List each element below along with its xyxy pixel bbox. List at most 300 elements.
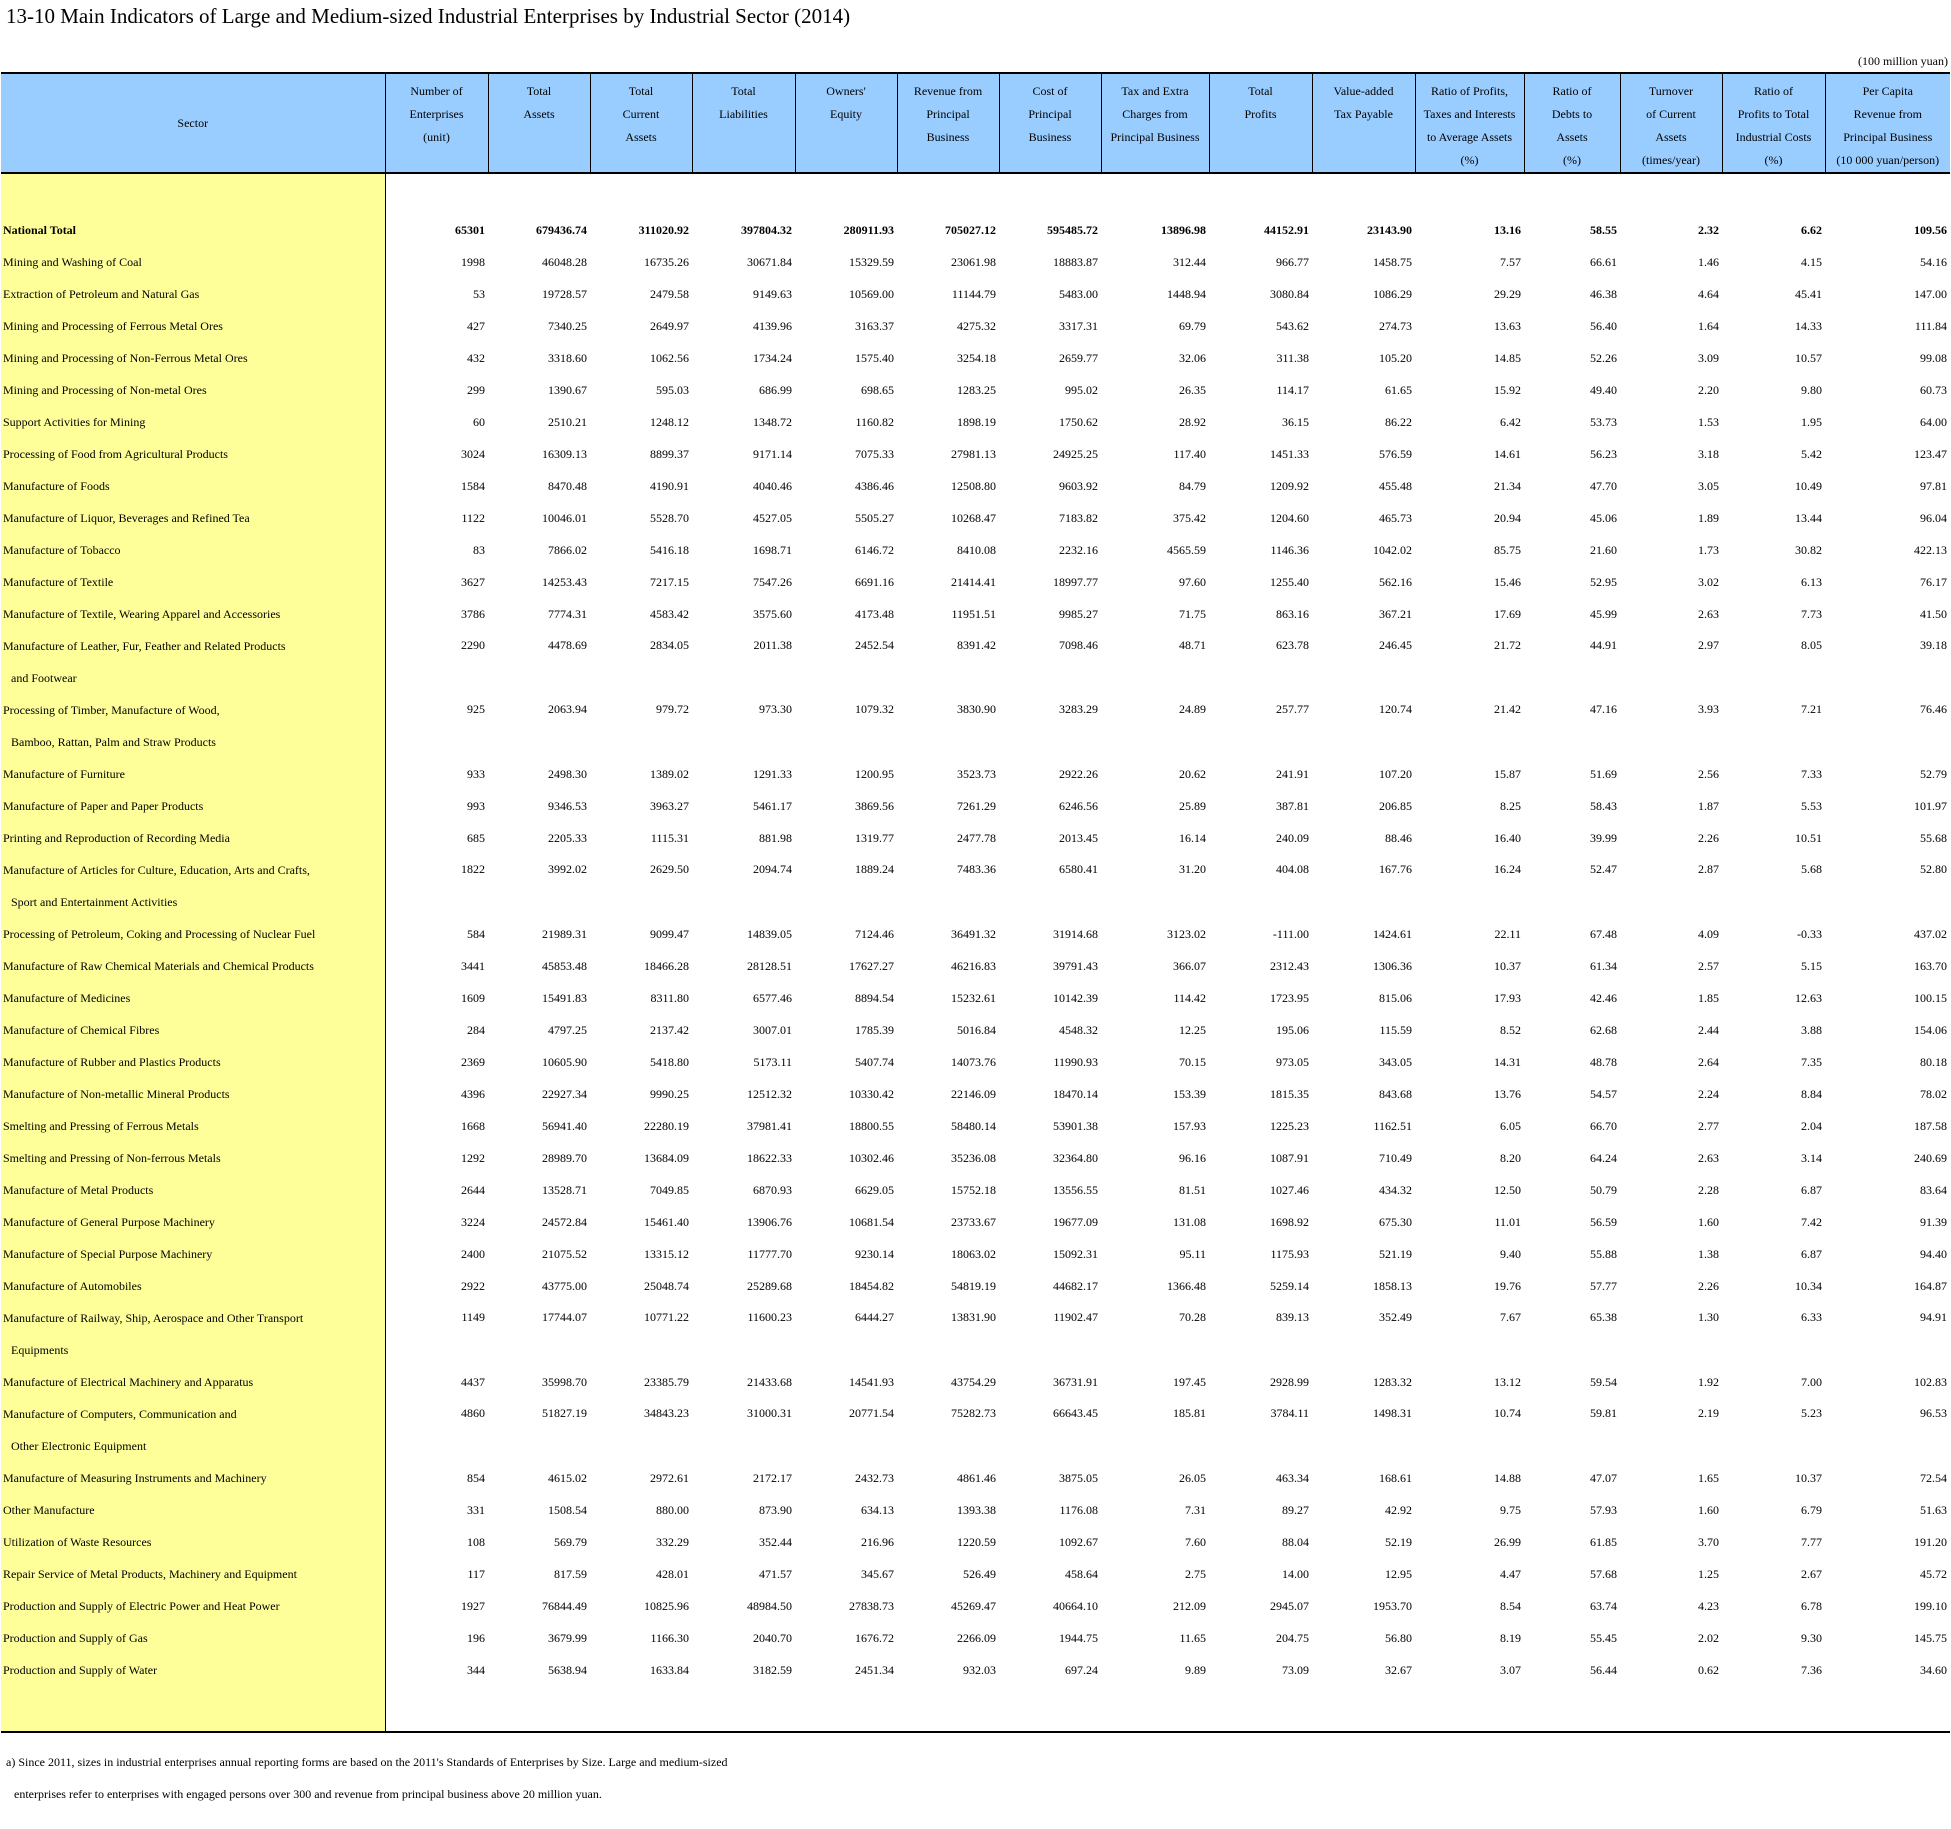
table-row [1,1558,1950,1590]
sector-name [1,822,385,854]
sector-name-line: Manufacture of Paper and Paper Products [3,798,204,813]
sector-name [1,1014,385,1046]
value-cell: 12512.32 [747,1086,792,1101]
empty-cell [1312,1686,1415,1732]
sector-name [1,1366,385,1398]
value-cell: 13.16 [1494,222,1521,237]
table-row [1,1366,1950,1398]
value-cell: 246.45 [1379,638,1412,652]
column-header: Total Current Assets [590,73,692,173]
value-cell: 9346.53 [548,798,587,813]
value-cell: 375.42 [1173,510,1206,525]
value-cell: 14073.76 [951,1054,996,1069]
value-cell: 51.63 [1920,1502,1947,1517]
value-cell: 1953.70 [1373,1598,1412,1613]
value-cell: 51827.19 [542,1406,587,1420]
table-row [1,1270,1950,1302]
value-cell: 61.34 [1590,958,1617,973]
sector-name-line: Manufacture of Furniture [3,766,125,781]
sector-name-line: Manufacture of Automobiles [3,1278,142,1293]
value-cell: 14541.93 [849,1374,894,1389]
value-cell: 23061.98 [951,254,996,269]
value-cell: 5016.84 [957,1022,996,1037]
value-cell: 7217.15 [650,574,689,589]
value-cell: 46.38 [1590,286,1617,301]
table-row [1,1110,1950,1142]
footnote-line: a) Since 2011, sizes in industrial enterprises annual reporting forms are based on the 2011's Standards of Enterprises by Size. Large and medium-sized [6,1755,728,1769]
value-cell: 7.57 [1500,254,1521,269]
value-cell: 28.92 [1179,414,1206,429]
value-cell: 4190.91 [650,478,689,493]
sector-name [1,1078,385,1110]
column-header: Number of Enterprises (unit) [385,73,488,173]
value-cell: 1092.67 [1059,1534,1098,1549]
value-cell: 20.62 [1179,766,1206,781]
empty-cell [999,173,1101,214]
value-cell: 4548.32 [1059,1022,1098,1037]
value-cell: 4860 [461,1406,485,1420]
value-cell: 1.46 [1698,254,1719,269]
value-cell: 7483.36 [957,862,996,876]
empty-cell [1620,173,1722,214]
value-cell: 153.39 [1173,1086,1206,1101]
table-row [1,598,1950,630]
value-cell: 3.07 [1500,1662,1521,1677]
value-cell: 17.93 [1494,990,1521,1005]
column-header: Total Assets [488,73,590,173]
value-cell: 60 [473,414,485,429]
sector-name [1,310,385,342]
value-cell: 12.25 [1179,1022,1206,1037]
value-cell: 2312.43 [1270,958,1309,973]
value-cell: 7.42 [1801,1214,1822,1229]
empty-cell [1209,173,1312,214]
value-cell: 471.57 [759,1566,792,1581]
table-row [1,1046,1950,1078]
value-cell: 2972.61 [650,1470,689,1485]
value-cell: 78.02 [1920,1086,1947,1101]
value-cell: 2451.34 [855,1662,894,1677]
value-cell: 64.00 [1920,414,1947,429]
value-cell: 12.95 [1385,1566,1412,1581]
value-cell: 8894.54 [855,990,894,1005]
value-cell: 863.16 [1276,606,1309,621]
value-cell: 7.31 [1185,1502,1206,1517]
value-cell: 47.70 [1590,478,1617,493]
value-cell: 427 [467,318,485,333]
value-cell: 19677.09 [1053,1214,1098,1229]
empty-cell [590,1686,692,1732]
value-cell: 465.73 [1379,510,1412,525]
value-cell: 24925.25 [1053,446,1098,461]
value-cell: 111.84 [1914,318,1947,333]
value-cell: 10.51 [1795,830,1822,845]
sector-name-line: Manufacture of General Purpose Machinery [3,1214,215,1229]
value-cell: 13.44 [1795,510,1822,525]
value-cell: 6.42 [1500,414,1521,429]
value-cell: 100.15 [1914,990,1947,1005]
value-cell: 6.62 [1801,222,1822,237]
value-cell: 352.44 [759,1534,792,1549]
value-cell: 168.61 [1379,1470,1412,1485]
value-cell: 397804.32 [741,222,792,237]
value-cell: 3.70 [1698,1534,1719,1549]
value-cell: 21.60 [1590,542,1617,557]
sector-name [1,854,385,918]
value-cell: 52.95 [1590,574,1617,589]
value-cell: 8.54 [1500,1598,1521,1613]
value-cell: 1698.92 [1270,1214,1309,1229]
value-cell: 51.69 [1590,766,1617,781]
sector-name-line: Production and Supply of Gas [3,1630,148,1645]
value-cell: 1086.29 [1373,286,1412,301]
value-cell: 2479.58 [650,286,689,301]
value-cell: 114.42 [1173,990,1206,1005]
value-cell: 3679.99 [548,1630,587,1645]
sector-name [1,374,385,406]
value-cell: 1283.32 [1373,1374,1412,1389]
value-cell: 65.38 [1590,1310,1617,1324]
value-cell: 973.30 [759,702,792,716]
sector-name-line: Manufacture of Metal Products [3,1182,154,1197]
value-cell: 55.68 [1920,830,1947,845]
value-cell: 64.24 [1590,1150,1617,1165]
value-cell: 6629.05 [855,1182,894,1197]
value-cell: 25289.68 [747,1278,792,1293]
value-cell: 67.48 [1590,926,1617,941]
table-row [1,982,1950,1014]
value-cell: 5.53 [1801,798,1822,813]
unit-note: (100 million yuan) [1858,54,1948,68]
column-header: Total Profits [1209,73,1312,173]
value-cell: 61.65 [1385,382,1412,397]
value-cell: 71.75 [1179,606,1206,621]
value-cell: 6.05 [1500,1118,1521,1133]
sector-name-line: Manufacture of Textile [3,574,114,589]
value-cell: 2.44 [1698,1022,1719,1037]
value-cell: 80.18 [1920,1054,1947,1069]
sector-name [1,278,385,310]
value-cell: 163.70 [1914,958,1947,973]
value-cell: 26.99 [1494,1534,1521,1549]
value-cell: 15.87 [1494,766,1521,781]
value-cell: 3.18 [1698,446,1719,461]
value-cell: 9.75 [1500,1502,1521,1517]
value-cell: 1200.95 [855,766,894,781]
value-cell: 88.46 [1385,830,1412,845]
value-cell: 13.12 [1494,1374,1521,1389]
value-cell: 56.23 [1590,446,1617,461]
sector-name [1,1174,385,1206]
value-cell: 3024 [461,446,485,461]
value-cell: 8311.80 [650,990,689,1005]
value-cell: 5.15 [1801,958,1822,973]
value-cell: 50.79 [1590,1182,1617,1197]
sector-name-line: Manufacture of Tobacco [3,542,121,557]
value-cell: 241.91 [1276,766,1309,781]
table-row [1,278,1950,310]
value-cell: 56.59 [1590,1214,1617,1229]
value-cell: 15092.31 [1053,1246,1098,1261]
column-header: Ratio of Profits to Total Industrial Costs (%) [1722,73,1825,173]
value-cell: 1.53 [1698,414,1719,429]
column-header: Ratio of Profits, Taxes and Interests to Average Assets (%) [1415,73,1524,173]
value-cell: 11777.70 [747,1246,792,1261]
value-cell: 7183.82 [1059,510,1098,525]
value-cell: 54819.19 [951,1278,996,1293]
value-cell: 25.89 [1179,798,1206,813]
value-cell: 5461.17 [753,798,792,813]
table-row [1,374,1950,406]
value-cell: 2477.78 [957,830,996,845]
value-cell: 13831.90 [951,1310,996,1324]
value-cell: 4.23 [1698,1598,1719,1613]
value-cell: 1815.35 [1270,1086,1309,1101]
value-cell: 679436.74 [536,222,587,237]
value-cell: 21.34 [1494,478,1521,493]
value-cell: 18466.28 [644,958,689,973]
value-cell: 5173.11 [753,1054,792,1069]
sector-name-line: Smelting and Pressing of Ferrous Metals [3,1118,199,1133]
value-cell: 2.57 [1698,958,1719,973]
value-cell: 204.75 [1276,1630,1309,1645]
value-cell: 32.06 [1179,350,1206,365]
value-cell: 22280.19 [644,1118,689,1133]
value-cell: 1424.61 [1373,926,1412,941]
value-cell: 933 [467,766,485,781]
value-cell: 59.81 [1590,1406,1617,1420]
value-cell: 4139.96 [753,318,792,333]
value-cell: 7.60 [1185,1534,1206,1549]
table-row [1,1206,1950,1238]
value-cell: 15752.18 [951,1182,996,1197]
value-cell: 1146.36 [1270,542,1309,557]
value-cell: 4275.32 [957,318,996,333]
value-cell: 15232.61 [951,990,996,1005]
value-cell: 52.80 [1920,862,1947,876]
value-cell: 5407.74 [855,1054,894,1069]
sector-name [1,342,385,374]
value-cell: 3283.29 [1059,702,1098,716]
value-cell: 458.64 [1065,1566,1098,1581]
value-cell: 199.10 [1914,1598,1947,1613]
value-cell: 58480.14 [951,1118,996,1133]
value-cell: 2.63 [1698,606,1719,621]
sector-name-line: Manufacture of Textile, Wearing Apparel and Accessories [3,606,281,621]
value-cell: 3182.59 [753,1662,792,1677]
value-cell: 3523.73 [957,766,996,781]
value-cell: 526.49 [963,1566,996,1581]
spacer-row [1,173,1950,214]
sector-name-line: Extraction of Petroleum and Natural Gas [3,286,200,301]
value-cell: 196 [467,1630,485,1645]
empty-cell [488,173,590,214]
value-cell: 13906.76 [747,1214,792,1229]
value-cell: 9230.14 [855,1246,894,1261]
value-cell: 23733.67 [951,1214,996,1229]
sector-name [1,438,385,470]
value-cell: 88.04 [1282,1534,1309,1549]
value-cell: 46216.83 [951,958,996,973]
value-cell: 2.04 [1801,1118,1822,1133]
value-cell: 3.88 [1801,1022,1822,1037]
value-cell: 280911.93 [843,222,894,237]
empty-cell [1101,1686,1209,1732]
value-cell: 854 [467,1470,485,1485]
sector-name-line: Equipments [11,1343,69,1357]
sector-name-line: Manufacture of Chemical Fibres [3,1022,160,1037]
empty-cell [999,1686,1101,1732]
value-cell: 1609 [461,990,485,1005]
table-row [1,438,1950,470]
empty-cell [897,1686,999,1732]
value-cell: 34.60 [1920,1662,1947,1677]
indicators-table [1,72,1950,1733]
value-cell: 6146.72 [855,542,894,557]
value-cell: 10268.47 [951,510,996,525]
value-cell: 284 [467,1022,485,1037]
value-cell: 164.87 [1914,1278,1947,1293]
value-cell: 7.77 [1801,1534,1822,1549]
value-cell: 7.33 [1801,766,1822,781]
value-cell: 12508.80 [951,478,996,493]
value-cell: 10.37 [1494,958,1521,973]
value-cell: 108 [467,1534,485,1549]
table-row [1,1622,1950,1654]
value-cell: 76844.49 [542,1598,587,1613]
value-cell: 1734.24 [753,350,792,365]
sector-name-line: Manufacture of Special Purpose Machinery [3,1246,213,1261]
value-cell: 6.78 [1801,1598,1822,1613]
sector-name [1,790,385,822]
value-cell: 4.15 [1801,254,1822,269]
sector-name [1,1110,385,1142]
value-cell: 23143.90 [1367,222,1412,237]
value-cell: 3317.31 [1059,318,1098,333]
value-cell: 1.60 [1698,1214,1719,1229]
value-cell: 2922 [461,1278,485,1293]
value-cell: 1291.33 [753,766,792,781]
value-cell: 40664.10 [1053,1598,1098,1613]
value-cell: 66.61 [1590,254,1617,269]
value-cell: 12.50 [1494,1182,1521,1197]
value-cell: 55.45 [1590,1630,1617,1645]
value-cell: 114.17 [1276,382,1309,397]
value-cell: 2137.42 [650,1022,689,1037]
value-cell: 1.95 [1801,414,1822,429]
empty-cell [1825,173,1950,214]
value-cell: 2011.38 [753,638,792,652]
value-cell: 312.44 [1173,254,1206,269]
value-cell: 58.43 [1590,798,1617,813]
value-cell: 19.76 [1494,1278,1521,1293]
value-cell: 52.79 [1920,766,1947,781]
value-cell: 1.30 [1698,1310,1719,1324]
value-cell: 634.13 [861,1502,894,1517]
value-cell: 24.89 [1179,702,1206,716]
value-cell: 24572.84 [542,1214,587,1229]
value-cell: 8410.08 [957,542,996,557]
value-cell: 10046.01 [542,510,587,525]
value-cell: 299 [467,382,485,397]
value-cell: 1292 [461,1150,485,1165]
sector-name [1,1046,385,1078]
column-header: Owners' Equity [795,73,897,173]
value-cell: 54.16 [1920,254,1947,269]
value-cell: 6.79 [1801,1502,1822,1517]
value-cell: 55.88 [1590,1246,1617,1261]
value-cell: 86.22 [1385,414,1412,429]
empty-cell [1722,1686,1825,1732]
value-cell: 6580.41 [1059,862,1098,876]
value-cell: 31914.68 [1053,926,1098,941]
value-cell: 2232.16 [1059,542,1098,557]
value-cell: 5483.00 [1059,286,1098,301]
value-cell: 5416.18 [650,542,689,557]
value-cell: 31000.31 [747,1406,792,1420]
value-cell: 18997.77 [1053,574,1098,589]
value-cell: 1255.40 [1270,574,1309,589]
value-cell: 115.59 [1379,1022,1412,1037]
value-cell: 1306.36 [1373,958,1412,973]
value-cell: 4437 [461,1374,485,1389]
value-cell: 97.81 [1920,478,1947,493]
value-cell: 8.52 [1500,1022,1521,1037]
value-cell: 6.13 [1801,574,1822,589]
sector-name-line: Other Manufacture [3,1502,95,1517]
value-cell: 5.68 [1801,862,1822,876]
value-cell: 22146.09 [951,1086,996,1101]
value-cell: 17627.27 [849,958,894,973]
value-cell: 21.72 [1494,638,1521,652]
value-cell: 10142.39 [1053,990,1098,1005]
value-cell: 1389.02 [650,766,689,781]
value-cell: 1166.30 [650,1630,689,1645]
value-cell: 6.87 [1801,1182,1822,1197]
value-cell: 76.46 [1920,702,1947,716]
empty-cell [385,173,488,214]
table-row [1,1078,1950,1110]
value-cell: 120.74 [1379,702,1412,716]
empty-cell [1415,1686,1524,1732]
value-cell: 4173.48 [855,606,894,621]
value-cell: 23385.79 [644,1374,689,1389]
value-cell: 105.20 [1379,350,1412,365]
value-cell: 70.28 [1179,1310,1206,1324]
value-cell: 7075.33 [855,446,894,461]
value-cell: 1115.31 [650,830,689,845]
value-cell: 3.05 [1698,478,1719,493]
value-cell: 576.59 [1379,446,1412,461]
value-cell: 584 [467,926,485,941]
value-cell: 39791.43 [1053,958,1098,973]
value-cell: 75282.73 [951,1406,996,1420]
sector-name [1,1238,385,1270]
value-cell: 1458.75 [1373,254,1412,269]
value-cell: 14.31 [1494,1054,1521,1069]
value-cell: 56.80 [1385,1630,1412,1645]
value-cell: 6691.16 [855,574,894,589]
value-cell: 94.91 [1920,1310,1947,1324]
value-cell: 2945.07 [1270,1598,1309,1613]
value-cell: 2.32 [1698,222,1719,237]
value-cell: 1319.77 [855,830,894,845]
value-cell: 117 [467,1566,485,1581]
value-cell: 10.34 [1795,1278,1822,1293]
sector-name-line: Manufacture of Computers, Communication and [3,1407,237,1421]
value-cell: 925 [467,702,485,716]
value-cell: 979.72 [656,702,689,716]
